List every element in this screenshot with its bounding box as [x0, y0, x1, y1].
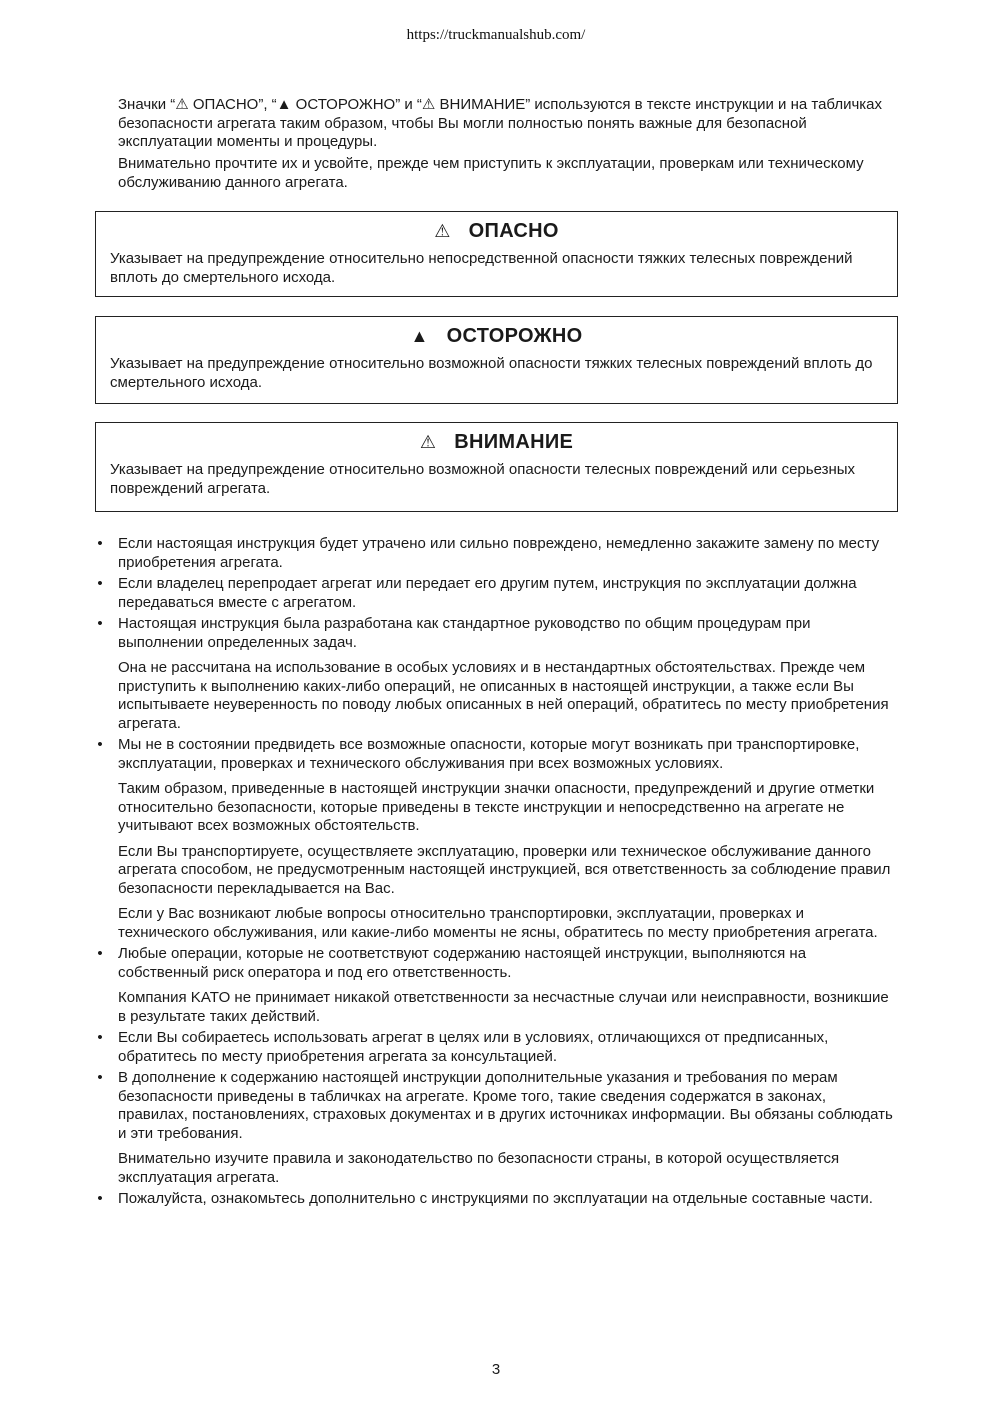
list-item — [95, 575, 898, 612]
list-item — [95, 535, 898, 572]
list-item — [95, 1029, 898, 1066]
danger-box-title — [110, 220, 883, 242]
bullet-icon: • — [97, 575, 103, 592]
danger-title-text: ОПАСНО — [468, 220, 559, 242]
bullet-icon: • — [97, 1029, 103, 1046]
bullet-icon: • — [97, 1190, 103, 1207]
list-item — [95, 945, 898, 1026]
warning-outline-icon: ⚠ — [434, 221, 451, 241]
caution-box — [95, 316, 898, 404]
caution-box-title — [110, 325, 883, 347]
danger-box — [95, 211, 898, 297]
caution-box-text: Указывает на предупреждение относительно возможной опасности тяжких телесных повреждений вплоть до смертельного исхода. — [110, 355, 873, 391]
list-item-text: Пожалуйста, ознакомьтесь дополнительно с инструкциями по эксплуатации на отдельные составные части. — [118, 1190, 873, 1207]
caution-title-text: ОСТОРОЖНО — [446, 325, 583, 347]
list-item — [95, 736, 898, 942]
bullet-icon: • — [97, 1069, 103, 1086]
bullet-icon: • — [97, 736, 103, 753]
list-item — [95, 1190, 898, 1209]
list-item-text: Любые операции, которые не соответствуют содержанию настоящей инструкции, выполняются на собственный риск оператора и под его ответственность. — [118, 945, 807, 981]
bullet-icon: • — [97, 615, 103, 632]
page-number: 3 — [491, 1361, 501, 1378]
list-item-text: Если Вы собираетесь использовать агрегат в целях или в условиях, отличающихся от предписанных, обратитесь по месту приобретения агрегата за консультацией. — [118, 1029, 829, 1065]
attention-box-title — [110, 431, 883, 453]
attention-title-text: ВНИМАНИЕ — [454, 431, 574, 453]
list-item-text: Если владелец перепродает агрегат или передает его другим путем, инструкция по эксплуатации должна передаваться вместе с агрегатом. — [118, 575, 857, 611]
list-item-text: Таким образом, приведенные в настоящей инструкции значки опасности, предупреждений и другие отметки относительно безопасности, которые приведены в тексте инструкции и непосредственно на агрегате не учитывают всех возможных обстоятельств. — [118, 780, 875, 834]
attention-box — [95, 422, 898, 512]
list-item-text: Настоящая инструкция была разработана как стандартное руководство по общим процедурам при выполнении определенных задач. — [118, 615, 811, 651]
list-item-text: В дополнение к содержанию настоящей инструкции дополнительные указания и требования по мерам безопасности приведены в табличках на агрегате. Кроме того, такие сведения содержатся в законах, правилах, постановлениях, страховых документах и в других источниках информации. Вы обязаны соблюдать и эти требования. — [118, 1069, 893, 1142]
notes-list — [95, 535, 898, 1212]
warning-outline-icon: ⚠ — [419, 432, 437, 452]
list-item-text: Компания KATO не принимает никакой ответственности за несчастные случаи или неисправности, возникшие в результате таких действий. — [118, 989, 889, 1025]
intro-paragraph-2: Внимательно прочтите их и усвойте, прежде чем приступить к эксплуатации, проверкам или техническому обслуживанию данного агрегата. — [118, 155, 864, 191]
list-item — [95, 1069, 898, 1187]
list-item-text: Мы не в состоянии предвидеть все возможные опасности, которые могут возникать при транспортировке, эксплуатации, проверках и технического обслуживания при всех возможных условиях. — [118, 736, 860, 772]
header-url: https://truckmanualshub.com/ — [406, 27, 586, 43]
list-item — [95, 615, 898, 733]
list-item-text: Если у Вас возникают любые вопросы относительно транспортировки, эксплуатации, проверках и технического обслуживания, или какие-либо моменты не ясны, обратитесь по месту приобретения агрегата. — [118, 905, 878, 941]
list-item-text: Если Вы транспортируете, осуществляете эксплуатацию, проверки или техническое обслуживание данного агрегата способом, не предусмотренным настоящей инструкцией, вся ответственность за соблюдение правил безопасности перекладывается на Вас. — [118, 842, 891, 897]
intro-paragraph-1: Значки “⚠ ОПАСНО”, “▲ ОСТОРОЖНО” и “⚠ ВНИМАНИЕ” используются в тексте инструкции и на табличках безопасности агрегата таким образом, чтобы Вы могли полностью понять важные для безопасной эксплуатации моменты и процедуры. — [118, 96, 883, 150]
attention-box-text: Указывает на предупреждение относительно возможной опасности телесных повреждений или серьезных повреждений агрегата. — [110, 461, 856, 497]
warning-filled-icon: ▲ — [410, 326, 429, 346]
list-item-text: Она не рассчитана на использование в особых условиях и в нестандартных обстоятельствах. Прежде чем приступить к выполнению каких-либо операций, не описанных в настоящей инструкции, а также если Вы испытываете неуверенность по поводу любых описанных в ней операций, обратитесь по месту приобретения агрегата. — [118, 659, 889, 732]
list-item-text: Внимательно изучите правила и законодательство по безопасности страны, в которой осуществляется эксплуатация агрегата. — [118, 1150, 840, 1186]
list-item-text: Если настоящая инструкция будет утрачено или сильно повреждено, немедленно закажите замену по месту приобретения агрегата. — [118, 535, 880, 571]
danger-box-text: Указывает на предупреждение относительно непосредственной опасности тяжких телесных повреждений вплоть до смертельного исхода. — [110, 250, 853, 286]
bullet-icon: • — [97, 945, 103, 962]
bullet-icon: • — [97, 535, 103, 552]
